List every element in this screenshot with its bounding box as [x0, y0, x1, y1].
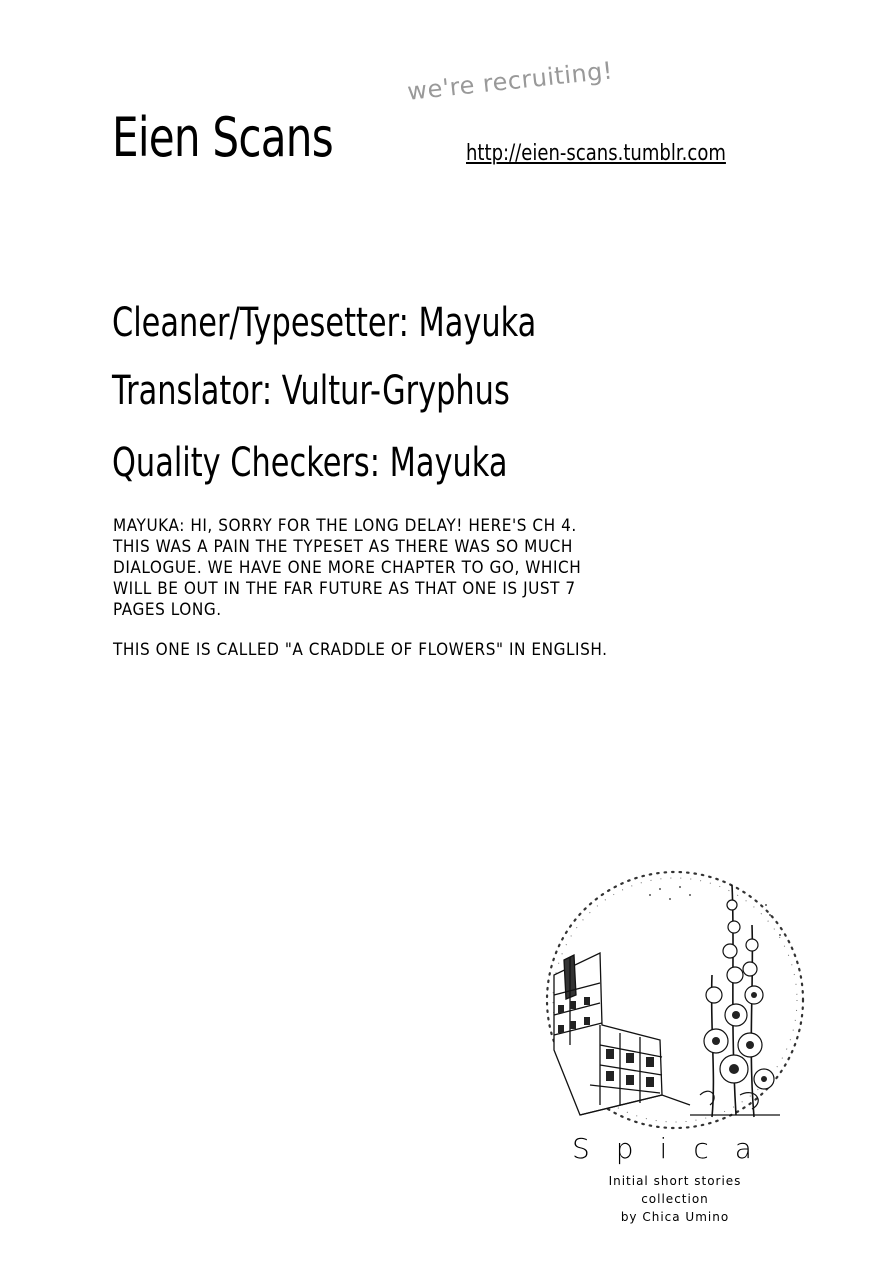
note-line: DIALOGUE. WE HAVE ONE MORE CHAPTER TO GO, WHICH [113, 558, 582, 578]
book-subtitle [580, 1172, 770, 1226]
credit-translator: Translator: Vultur-Gryphus [112, 368, 510, 414]
note-line: THIS WAS A PAIN THE TYPESET AS THERE WAS SO MUCH [113, 537, 573, 557]
subtitle-line: collection [641, 1192, 709, 1206]
note-line: MAYUKA: HI, SORRY FOR THE LONG DELAY! HERE'S CH 4. [113, 516, 577, 536]
credit-quality-checkers: Quality Checkers: Mayuka [112, 440, 508, 486]
recruiting-note: we're recruiting! [406, 56, 615, 106]
note-line: THIS ONE IS CALLED "A CRADDLE OF FLOWERS" IN ENGLISH. [113, 640, 608, 660]
translator-note [113, 516, 581, 621]
subtitle-line: by Chica Umino [620, 1210, 730, 1224]
note-paragraph-2 [113, 640, 608, 661]
book-cover-illustration [540, 865, 810, 1135]
group-title: Eien Scans [112, 106, 333, 169]
book-title: Spica [572, 1132, 778, 1165]
subtitle-line: Initial short stories [608, 1174, 742, 1188]
note-line: WILL BE OUT IN THE FAR FUTURE AS THAT ONE IS JUST 7 [113, 579, 576, 599]
group-url-link[interactable]: http://eien-scans.tumblr.com [466, 141, 726, 166]
credit-cleaner: Cleaner/Typesetter: Mayuka [112, 300, 537, 346]
note-line: PAGES LONG. [113, 600, 222, 620]
